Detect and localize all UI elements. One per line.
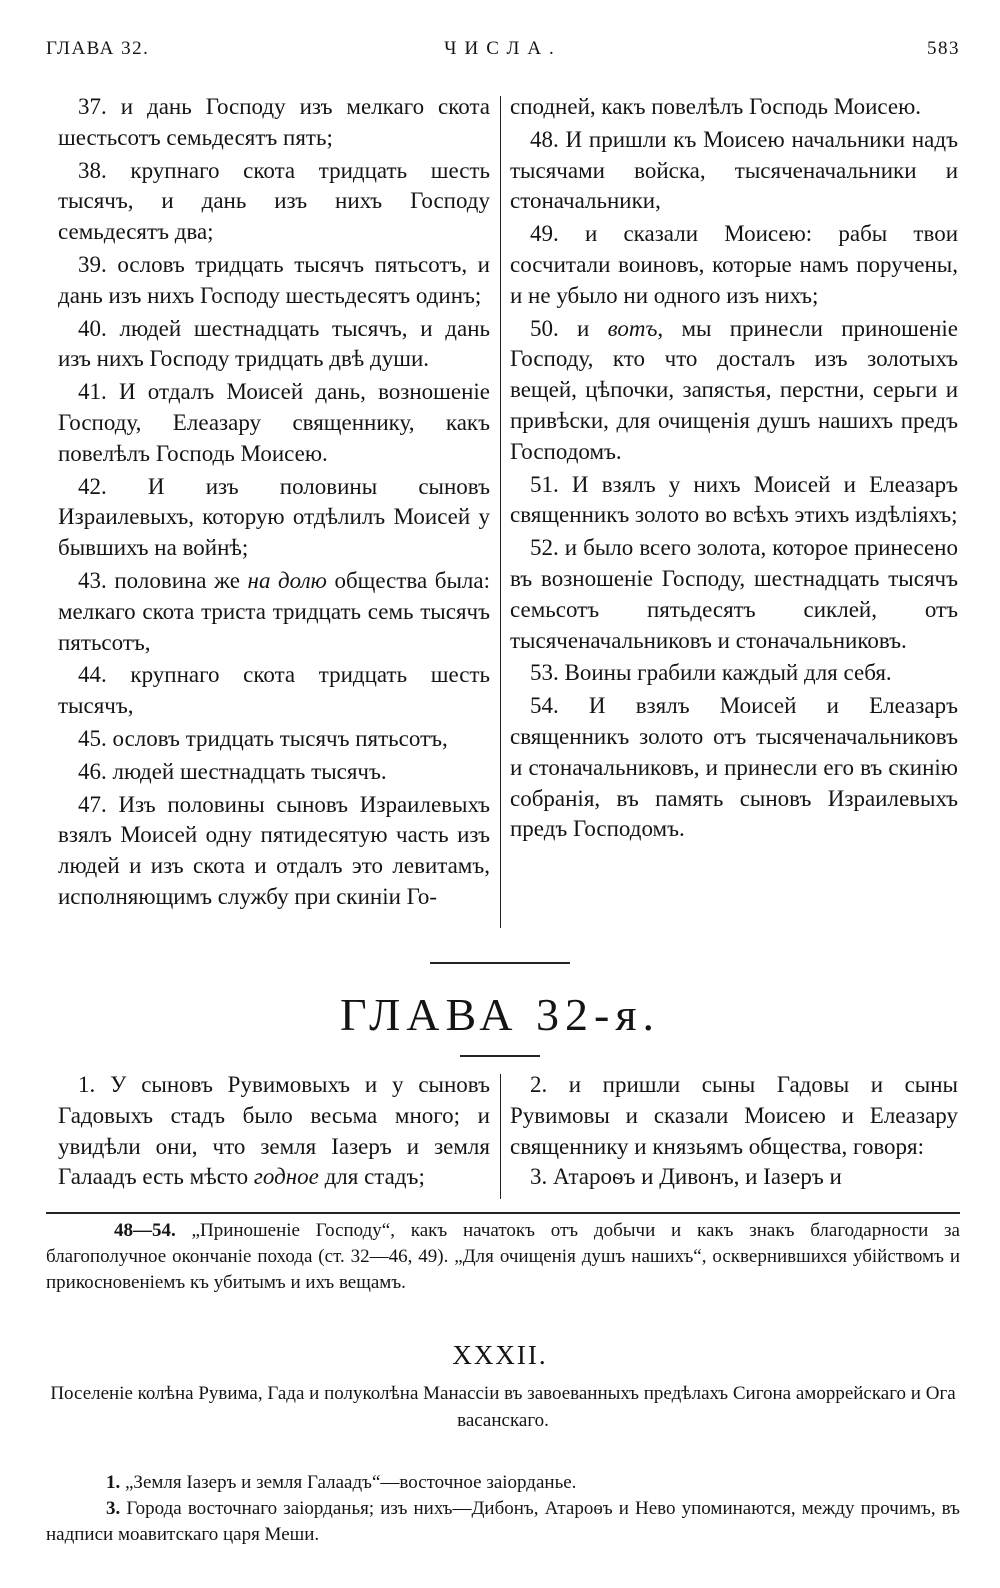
commentary-note-3 bbox=[46, 1496, 960, 1548]
chapter-verse-3: 3. Атароѳъ и Дивонъ, и Іазеръ и bbox=[530, 1164, 842, 1190]
chapter-right-column bbox=[510, 1070, 958, 1193]
chapter-verse-1-italic: годное bbox=[253, 1164, 319, 1190]
verse-41: 41. И отдалъ Моисей дань, возношеніе Господу, Елеазару священнику, какъ повелѣлъ Господь Моисею. bbox=[58, 379, 490, 466]
verse-50-text-b: , мы принесли приношеніе Господу, кто что досталъ изъ золотыхъ вещей, цѣпочки, запястья, перстни, серьги и привѣски, для очищенія душъ нашихъ предъ Господомъ. bbox=[510, 315, 958, 464]
verse-50 bbox=[510, 314, 958, 468]
verse-54: 54. И взялъ Моисей и Елеазаръ священникъ золото отъ тысяченачальниковъ и стоначальниковъ, и принесли его въ скинію собранія, въ память сыновъ Израилевыхъ предъ Господомъ. bbox=[510, 693, 958, 842]
right-text-column bbox=[510, 92, 958, 847]
commentary-separator bbox=[46, 1212, 960, 1214]
verse-43-italic: на долю bbox=[247, 567, 327, 593]
verse-45: 45. ословъ тридцать тысячъ пятьсотъ, bbox=[78, 725, 448, 751]
running-head-book-title: ЧИСЛА. bbox=[444, 38, 562, 59]
section-heading: Поселеніе колѣна Рувима, Гада и полуколѣна Манассіи въ завоеванныхъ предѣлахъ Сигона аморрейскаго и Ога васанскаго. bbox=[50, 1383, 956, 1431]
chapter-rule-bottom bbox=[460, 1055, 540, 1057]
section-number: XXXII. bbox=[452, 1340, 548, 1370]
verse-51: 51. И взялъ у нихъ Моисей и Елеазаръ священникъ золото во всѣхъ этихъ издѣліяхъ; bbox=[510, 471, 958, 528]
note-3-text: Города восточнаго заіорданья; изъ нихъ—Дибонъ, Атароѳъ и Нево упоминаются, между прочимъ, въ надписи моавитскаго царя Меши. bbox=[46, 1498, 960, 1545]
verse-43-text-a: 43. половина же bbox=[78, 567, 248, 593]
commentary-paragraph bbox=[46, 1218, 960, 1296]
commentary-text: „Приношеніе Господу“, какъ начатокъ отъ добычи и какъ знакъ благодарности за благополучное окончаніе похода (ст. 32—46, 49). „Для очищенія душъ нашихъ“, осквернившихся убійствомъ и прикосновеніемъ къ убитымъ и ихъ вещамъ. bbox=[46, 1220, 960, 1293]
chapter-verse-1-text-a: 1. У сыновъ Рувимовыхъ и у сыновъ Гадовыхъ стадъ было весьма много; и увидѣли они, что земля Іазеръ и земля Галаадъ есть мѣсто bbox=[58, 1072, 490, 1190]
commentary-ref: 48—54. bbox=[114, 1220, 176, 1241]
note-1-ref: 1. bbox=[106, 1472, 121, 1493]
commentary-note-1 bbox=[46, 1470, 960, 1496]
verse-50-italic: вотъ bbox=[607, 315, 658, 341]
verse-44: 44. крупнаго скота тридцать шесть тысячъ, bbox=[58, 662, 490, 719]
chapter-rule-top bbox=[430, 962, 570, 964]
chapter-verse-1-text-b: для стадъ; bbox=[318, 1164, 425, 1190]
chapter-verse-1 bbox=[58, 1070, 490, 1193]
verse-48: 48. И пришли къ Моисею начальники надъ тысячами войска, тысяченачальники и стоначальники, bbox=[510, 126, 958, 214]
verse-53: 53. Воины грабили каждый для себя. bbox=[530, 660, 892, 686]
column-divider bbox=[500, 96, 501, 928]
note-1-text: „Земля Іазеръ и земля Галаадъ“—восточное заіорданье. bbox=[120, 1472, 577, 1493]
chapter-title: ГЛАВА 32-я. bbox=[339, 989, 661, 1040]
chapter-verse-2: 2. и пришли сыны Гадовы и сыны Рувимовы и сказали Моисею и Елеазару священнику и князьямъ общества, говоря: bbox=[510, 1072, 958, 1159]
verse-43 bbox=[58, 566, 490, 658]
verse-39: 39. ословъ тридцать тысячъ пятьсотъ, и дань изъ нихъ Господу шестьдесятъ одинъ; bbox=[58, 251, 490, 308]
chapter-left-column bbox=[58, 1070, 490, 1193]
verse-43-text-b: общества была: мелкаго скота триста тридцать семь тысячъ пятьсотъ, bbox=[58, 567, 491, 655]
verse-38: 38. крупнаго скота тридцать шесть тысячъ, и дань изъ нихъ Господу семьдесятъ два; bbox=[58, 157, 490, 245]
verse-47-continuation: сподней, какъ повелѣлъ Господь Моисею. bbox=[510, 94, 922, 119]
verse-52: 52. и было всего золота, которое принесено въ возношеніе Господу, шестнадцать тысячъ семьсотъ пятьдесятъ сиклей, отъ тысяченачальниковъ и стоначальниковъ. bbox=[510, 535, 958, 653]
page-number: 583 bbox=[927, 38, 960, 59]
verse-47: 47. Изъ половины сыновъ Израилевыхъ взялъ Моисей одну пятидесятую часть изъ людей и изъ скота и отдалъ это левитамъ, исполняющимъ службу при скиніи Го- bbox=[58, 791, 490, 909]
verse-37: 37. и дань Господу изъ мелкаго скота шестьсотъ семьдесятъ пять; bbox=[58, 94, 490, 150]
commentary-chapter-32 bbox=[46, 1470, 960, 1548]
verse-42: 42. И изъ половины сыновъ Израилевыхъ, которую отдѣлилъ Моисей у бывшихъ на войнѣ; bbox=[58, 473, 490, 561]
verse-50-text-a: 50. и bbox=[530, 315, 608, 341]
running-head-chapter: ГЛАВА 32. bbox=[46, 38, 150, 59]
running-head bbox=[46, 38, 960, 68]
verse-46: 46. людей шестнадцать тысячъ. bbox=[78, 758, 387, 784]
verse-40: 40. людей шестнадцать тысячъ, и дань изъ нихъ Господу тридцать двѣ души. bbox=[58, 315, 490, 372]
commentary-48-54 bbox=[46, 1218, 960, 1296]
chapter-column-divider bbox=[500, 1074, 501, 1199]
left-text-column bbox=[58, 92, 490, 915]
verse-49: 49. и сказали Моисею: рабы твои сосчитали воиновъ, которые намъ поручены, и не убыло ни одного изъ нихъ; bbox=[510, 221, 958, 308]
note-3-ref: 3. bbox=[106, 1498, 121, 1519]
